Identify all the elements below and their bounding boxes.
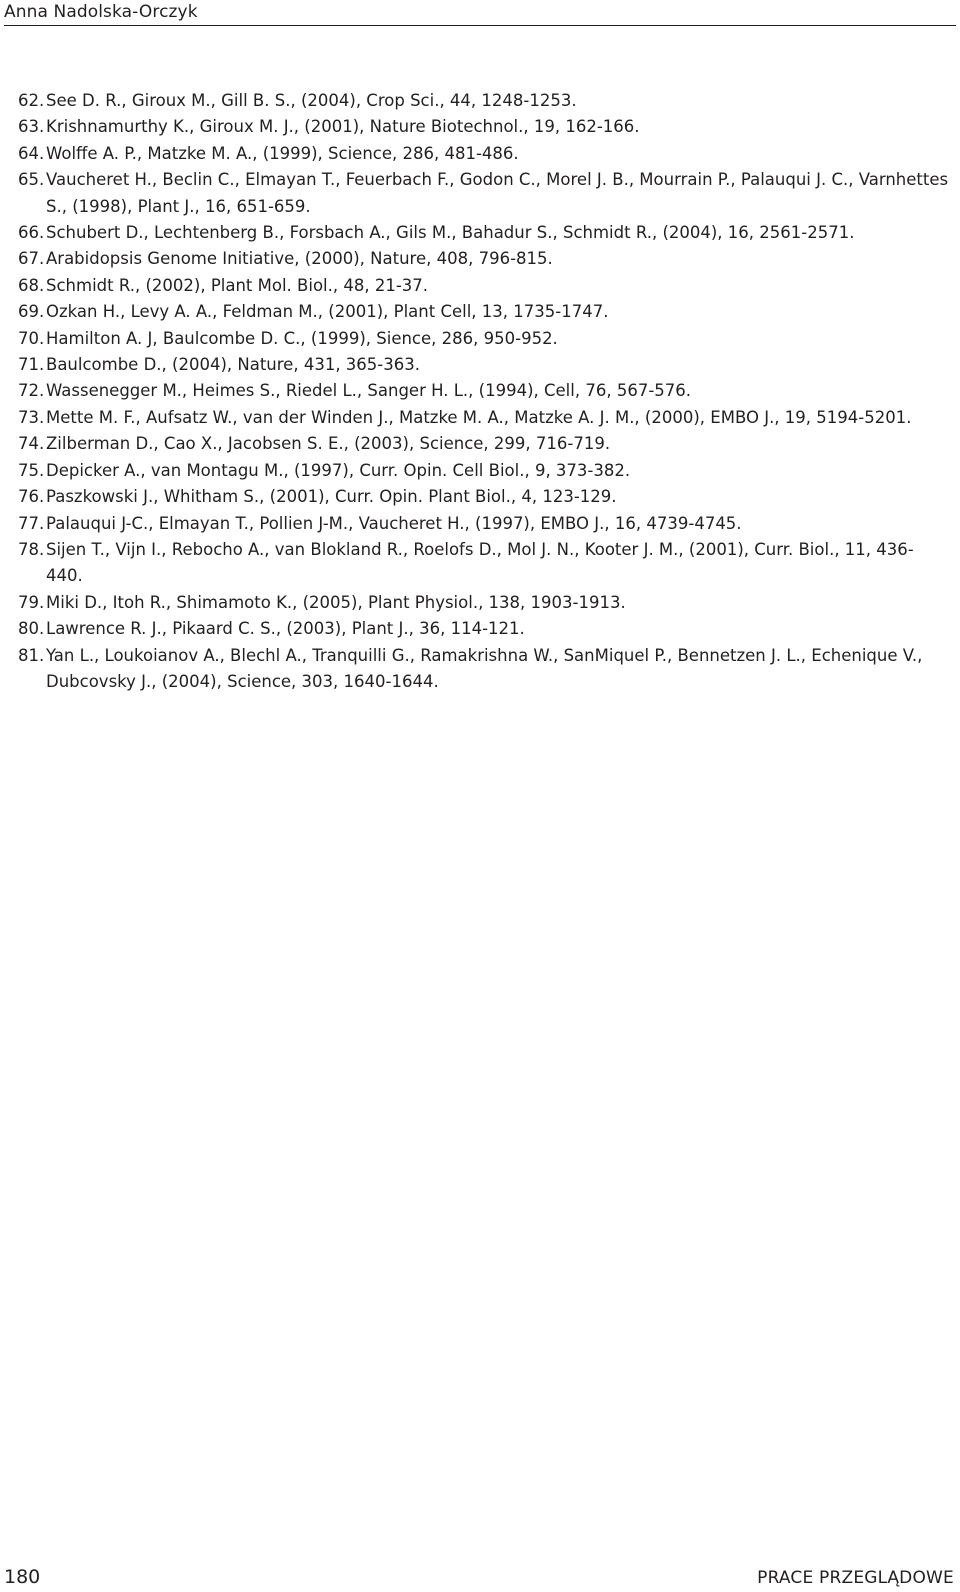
reference-text: Schubert D., Lechtenberg B., Forsbach A., Gils M., Bahadur S., Schmidt R., (2004), 16, 2561-2571.: [46, 223, 855, 243]
reference-70: [18, 326, 950, 352]
reference-number: 69.: [18, 302, 45, 322]
reference-68: [18, 273, 950, 299]
reference-number: 77.: [18, 513, 45, 533]
reference-text: Mette M. F., Aufsatz W., van der Winden J., Matzke M. A., Matzke A. J. M., (2000), EMBO J., 19, 5194-5201.: [46, 407, 912, 427]
reference-number: 78.: [18, 539, 45, 559]
reference-66: [18, 220, 950, 246]
reference-78: [18, 537, 950, 590]
reference-number: 80.: [18, 619, 45, 639]
reference-text: Paszkowski J., Whitham S., (2001), Curr. Opin. Plant Biol., 4, 123-129.: [46, 487, 617, 507]
section-label: PRACE PRZEGLĄDOWE: [757, 1568, 954, 1588]
reference-text: Lawrence R. J., Pikaard C. S., (2003), Plant J., 36, 114-121.: [46, 619, 525, 639]
reference-62: [18, 88, 950, 114]
reference-number: 62.: [18, 91, 45, 110]
reference-73: [18, 405, 950, 431]
reference-text: Schmidt R., (2002), Plant Mol. Biol., 48, 21-37.: [46, 275, 429, 295]
reference-number: 66.: [18, 223, 45, 243]
reference-77: [18, 511, 950, 537]
reference-number: 76.: [18, 487, 45, 507]
reference-74: [18, 431, 950, 457]
reference-number: 73.: [18, 407, 45, 427]
reference-text: Vaucheret H., Beclin C., Elmayan T., Feuerbach F., Godon C., Morel J. B., Mourrain P., Palauqui J. C., Varnhettes S., (1998), Plant J., 16, 651-659.: [46, 170, 949, 216]
reference-text: Ozkan H., Levy A. A., Feldman M., (2001), Plant Cell, 13, 1735-1747.: [46, 302, 609, 322]
reference-number: 70.: [18, 328, 45, 348]
reference-63: [18, 114, 950, 140]
reference-text: See D. R., Giroux M., Gill B. S., (2004), Crop Sci., 44, 1248-1253.: [46, 91, 577, 110]
reference-79: [18, 590, 950, 616]
reference-76: [18, 484, 950, 510]
reference-text: Yan L., Loukoianov A., Blechl A., Tranquilli G., Ramakrishna W., SanMiquel P., Bennetzen J. L., Echenique V., Dubcovsky J., (2004), Science, 303, 1640-1644.: [46, 645, 923, 691]
reference-text: Palauqui J-C., Elmayan T., Pollien J-M., Vaucheret H., (1997), EMBO J., 16, 4739-4745.: [46, 513, 742, 533]
reference-65: [18, 167, 950, 220]
reference-number: 81.: [18, 645, 45, 665]
reference-text: Arabidopsis Genome Initiative, (2000), Nature, 408, 796-815.: [46, 249, 553, 269]
reference-number: 67.: [18, 249, 45, 269]
reference-text: Baulcombe D., (2004), Nature, 431, 365-363.: [46, 355, 420, 375]
reference-text: Wassenegger M., Heimes S., Riedel L., Sanger H. L., (1994), Cell, 76, 567-576.: [46, 381, 692, 401]
reference-80: [18, 616, 950, 642]
reference-number: 72.: [18, 381, 45, 401]
reference-number: 74.: [18, 434, 45, 454]
running-head-author: Anna Nadolska-Orczyk: [4, 2, 198, 22]
header-rule: [4, 25, 956, 26]
reference-text: Depicker A., van Montagu M., (1997), Curr. Opin. Cell Biol., 9, 373-382.: [46, 460, 631, 480]
reference-text: Miki D., Itoh R., Shimamoto K., (2005), Plant Physiol., 138, 1903-1913.: [46, 592, 626, 612]
reference-81: [18, 643, 950, 696]
reference-text: Krishnamurthy K., Giroux M. J., (2001), Nature Biotechnol., 19, 162-166.: [46, 117, 640, 137]
reference-text: Hamilton A. J, Baulcombe D. C., (1999), Sience, 286, 950-952.: [46, 328, 558, 348]
reference-64: [18, 141, 950, 167]
reference-75: [18, 458, 950, 484]
reference-number: 65.: [18, 170, 45, 190]
reference-number: 79.: [18, 592, 45, 612]
reference-number: 71.: [18, 355, 45, 375]
reference-number: 75.: [18, 460, 45, 480]
reference-list: [18, 88, 950, 695]
reference-text: Wolffe A. P., Matzke M. A., (1999), Science, 286, 481-486.: [46, 143, 519, 163]
reference-72: [18, 378, 950, 404]
reference-text: Zilberman D., Cao X., Jacobsen S. E., (2003), Science, 299, 716-719.: [46, 434, 611, 454]
reference-69: [18, 299, 950, 325]
reference-number: 63.: [18, 117, 45, 137]
reference-number: 64.: [18, 143, 45, 163]
page-number: 180: [4, 1566, 41, 1588]
reference-71: [18, 352, 950, 378]
reference-text: Sijen T., Vijn I., Rebocho A., van Blokland R., Roelofs D., Mol J. N., Kooter J. M., (2001), Curr. Biol., 11, 436-440.: [46, 539, 914, 586]
reference-number: 68.: [18, 275, 45, 295]
reference-67: [18, 246, 950, 272]
